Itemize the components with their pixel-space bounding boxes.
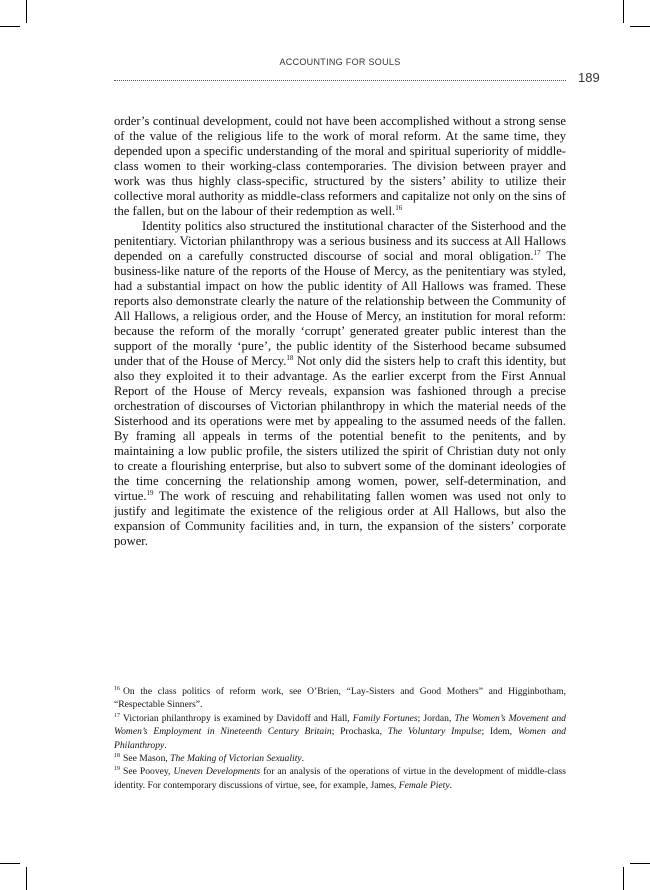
crop-mark	[623, 0, 624, 23]
crop-mark	[0, 863, 20, 864]
body-text	[114, 114, 566, 549]
footnote-ref[interactable]: 17	[533, 248, 541, 257]
crop-mark	[630, 863, 650, 864]
footnote-16: $^{16}$ On the class politics of reform work, see O’Brien, “Lay-Sisters and Good Mothers” and Higginbotham, “Respectable Sinners”.	[114, 685, 566, 711]
crop-mark	[630, 26, 650, 27]
paragraph-1: order’s continual development, could not have been accomplished without a strong sense of the value of the religious life to the work of moral reform. At the same time, they depended upon a specific understanding of the moral and spiritual superiority of middle-class women to their working-class contemporaries. The division between prayer and work was thus highly class-specific, structured by the sisters’ ability to utilize their collective moral authority as middle-class reformers and capitalize not only on the sins of the fallen, but on the labour of their redemption as well.$^{16}$	[114, 114, 566, 218]
footnote-18: $^{18}$ See Mason, The Making of Victorian Sexuality.	[114, 752, 305, 765]
header-dotted-rule	[114, 80, 566, 81]
running-head: ACCOUNTING FOR SOULS	[279, 57, 401, 67]
footnote-ref[interactable]: 16	[395, 203, 403, 212]
crop-mark	[26, 867, 27, 890]
page-number: 189	[578, 70, 600, 85]
crop-mark	[26, 0, 27, 23]
paragraph-2: Identity politics also structured the institutional character of the Sisterhood and the penitentiary. Victorian philanthropy was a serious business and its success at All Hallows depended on a carefully constructed discourse of social and moral obligation.$^{17}$ The business-like nature of the reports of the House of Mercy, as the penitentiary was styled, had a substantial impact on how the public identity of All Hallows was framed. These reports also demonstrate clearly the nature of the relationship between the Community of All Hallows, a religious order, and the House of Mercy, an institution for moral reform: because the reform of the morally ‘corrupt’ generated greater public interest than the support of the morally ‘pure’, the public identity of the Sisterhood became subsumed under that of the House of Mercy.$^{18}$ Not only did the sisters help to craft this identity, but also they exploited it to their advantage. As the earlier excerpt from the First Annual Report of the House of Mercy reveals, expansion was fashioned through a precise orchestration of discourses of Victorian philanthropy in which the material needs of the Sisterhood and its operations were met by appealing to the assumed needs of the fallen. By framing all appeals in terms of the potential benefit to the penitents, and by maintaining a low public profile, the sisters utilized the spirit of Christian duty not only to create a flourishing enterprise, but also to subvert some of the dominant ideologies of the time concerning the relationship among women, power, self-determination, and virtue.$^{19}$ The work of rescuing and rehabilitating fallen women was used not only to justify and legitimate the existence of the religious order at All Hallows, but also the expansion of Community facilities and, in turn, the expansion of the sisters’ corporate power.	[114, 219, 567, 548]
footnote-ref[interactable]: 18	[286, 353, 294, 362]
footnote-17: $^{17}$ Victorian philanthropy is examined by Davidoff and Hall, Family Fortunes; Jordan, The Women’s Movement and Women’s Employment in Nineteenth Century Britain; Prochaska, The Voluntary Impulse; Idem, Women and Philanthropy.	[114, 712, 566, 751]
crop-mark	[623, 867, 624, 890]
crop-mark	[0, 26, 20, 27]
footnotes	[114, 685, 566, 792]
footnote-19: $^{19}$ See Poovey, Uneven Developments for an analysis of the operations of virtue in the development of middle-class identity. For contemporary discussions of virtue, see, for example, James, Female Piety.	[114, 766, 567, 791]
footnote-ref[interactable]: 19	[146, 488, 154, 497]
